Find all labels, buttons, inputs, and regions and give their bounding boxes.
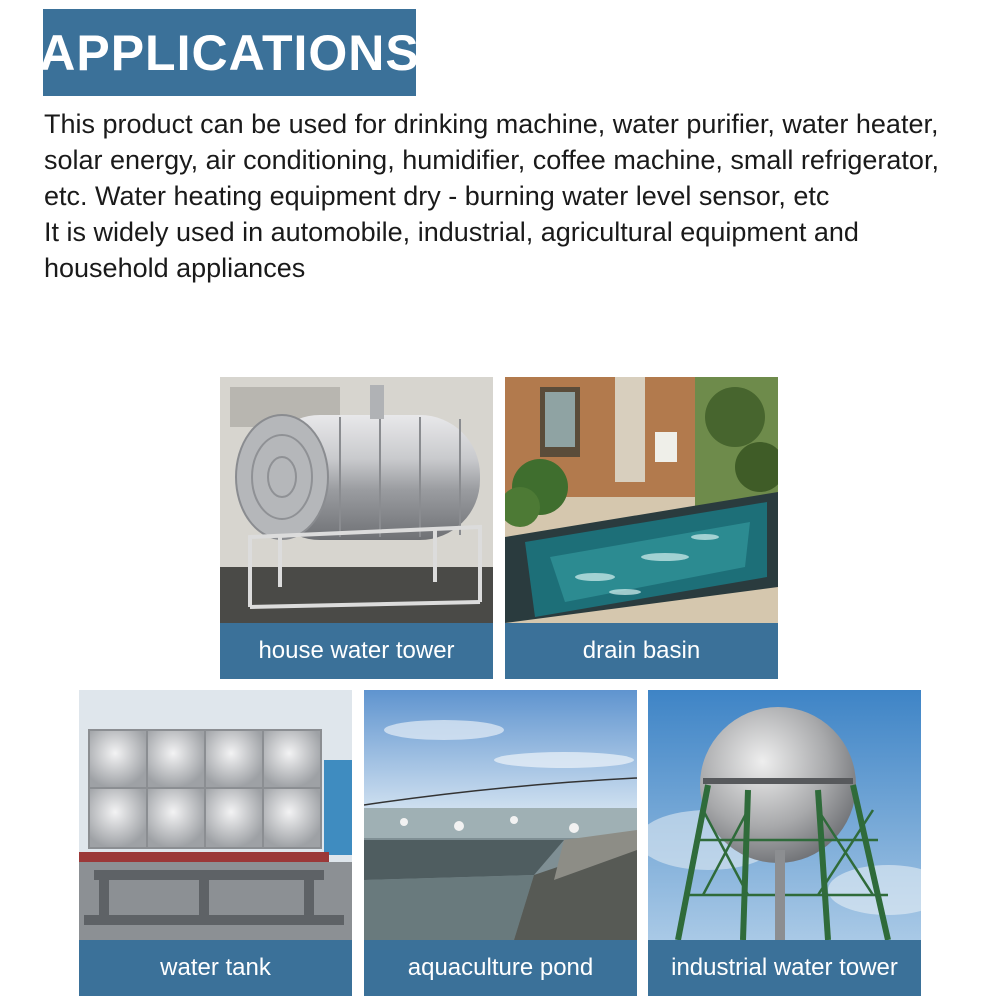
caption: water tank <box>79 940 352 996</box>
spherical-water-tower-photo <box>648 690 921 940</box>
stainless-cylindrical-tank-photo <box>220 377 493 623</box>
description-paragraph-2: It is widely used in automobile, industrial, agricultural equipment and household appliances <box>44 217 859 283</box>
application-card-house-water-tower <box>220 377 493 679</box>
caption: industrial water tower <box>648 940 921 996</box>
fish-pond-photo <box>364 690 637 940</box>
application-card-aquaculture-pond <box>364 690 637 996</box>
caption: aquaculture pond <box>364 940 637 996</box>
application-card-water-tank <box>79 690 352 996</box>
caption: house water tower <box>220 623 493 679</box>
pool-basin-photo <box>505 377 778 623</box>
description-paragraph-1: This product can be used for drinking machine, water purifier, water heater, solar energy, air conditioning, humidifier, coffee machine, small refrigerator, etc. Water heating equipment dry - burning water level sensor, etc <box>44 109 939 211</box>
page-title: APPLICATIONS <box>39 24 420 81</box>
page-title-banner <box>39 9 420 96</box>
description-text <box>44 106 974 286</box>
application-card-industrial-water-tower <box>648 690 921 996</box>
caption: drain basin <box>505 623 778 679</box>
square-panel-tank-photo <box>79 690 352 940</box>
application-card-drain-basin <box>505 377 778 679</box>
